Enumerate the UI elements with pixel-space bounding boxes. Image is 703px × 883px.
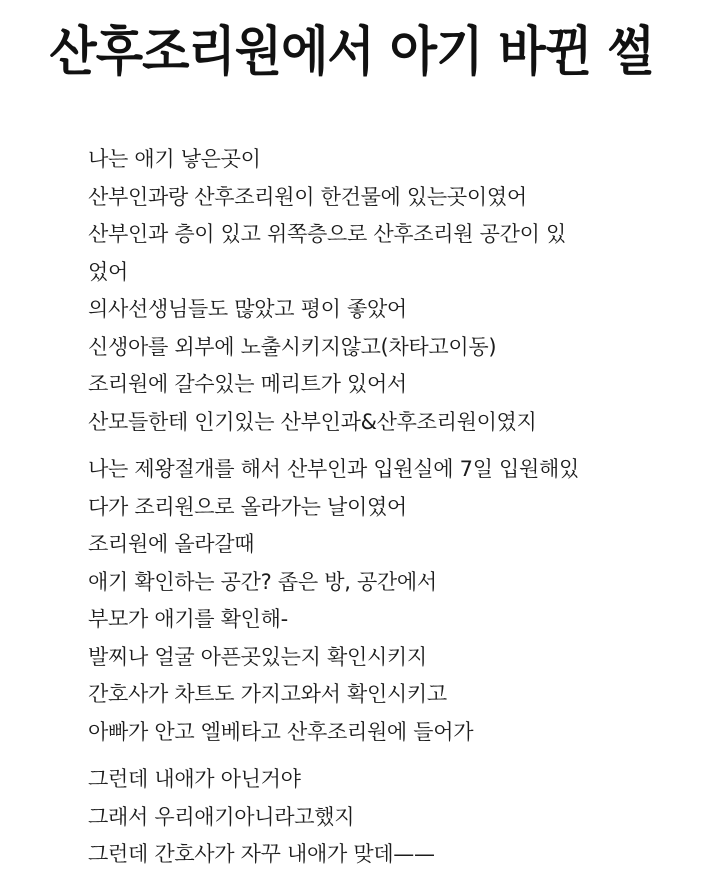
- text-line: 의사선생님들도 많았고 평이 좋았어: [88, 297, 407, 321]
- text-line: 산부인과 층이 있고 위쪽층으로 산후조리원 공간이 있: [88, 222, 566, 246]
- text-line: 나는 애기 낳은곳이: [88, 147, 261, 171]
- text-line: 간호사가 차트도 가지고와서 확인시키고: [88, 682, 447, 706]
- paragraph-1: [88, 141, 688, 441]
- text-line: 나는 제왕절개를 해서 산부인과 입원실에 7일 입원해있: [88, 457, 580, 481]
- text-line: 그래서 우리애기아니라고했지: [88, 804, 355, 829]
- text-line: 신생아를 외부에 노출시키지않고(차타고이동): [88, 334, 497, 359]
- paragraph-3: [88, 761, 688, 874]
- text-line: 아빠가 안고 엘베타고 산후조리원에 들어가: [88, 719, 474, 744]
- text-line: 발찌나 얼굴 아픈곳있는지 확인시키지: [88, 644, 427, 669]
- text-line: 다가 조리원으로 올라가는 날이였어: [88, 494, 407, 519]
- text-line: 부모가 애기를 확인해-: [88, 607, 288, 631]
- text-line: 산부인과랑 산후조리원이 한건물에 있는곳이였어: [88, 184, 527, 209]
- post-body: [88, 141, 688, 874]
- text-line: 애기 확인하는 공간? 좁은 방, 공간에서: [88, 569, 437, 594]
- text-line: 었어: [88, 259, 128, 284]
- text-line: 조리원에 올라갈때: [88, 532, 255, 556]
- post-title: 산후조리원에서 아기 바뀐 썰: [49, 20, 654, 83]
- text-line: 그런데 간호사가 자꾸 내애가 맞데——: [88, 842, 435, 866]
- text-line: 산모들한테 인기있는 산부인과&산후조리원이였지: [88, 409, 537, 434]
- text-line: 조리원에 갈수있는 메리트가 있어서: [88, 372, 407, 396]
- text-line: 그런데 내애가 아닌거야: [88, 767, 301, 791]
- paragraph-2: [88, 451, 688, 751]
